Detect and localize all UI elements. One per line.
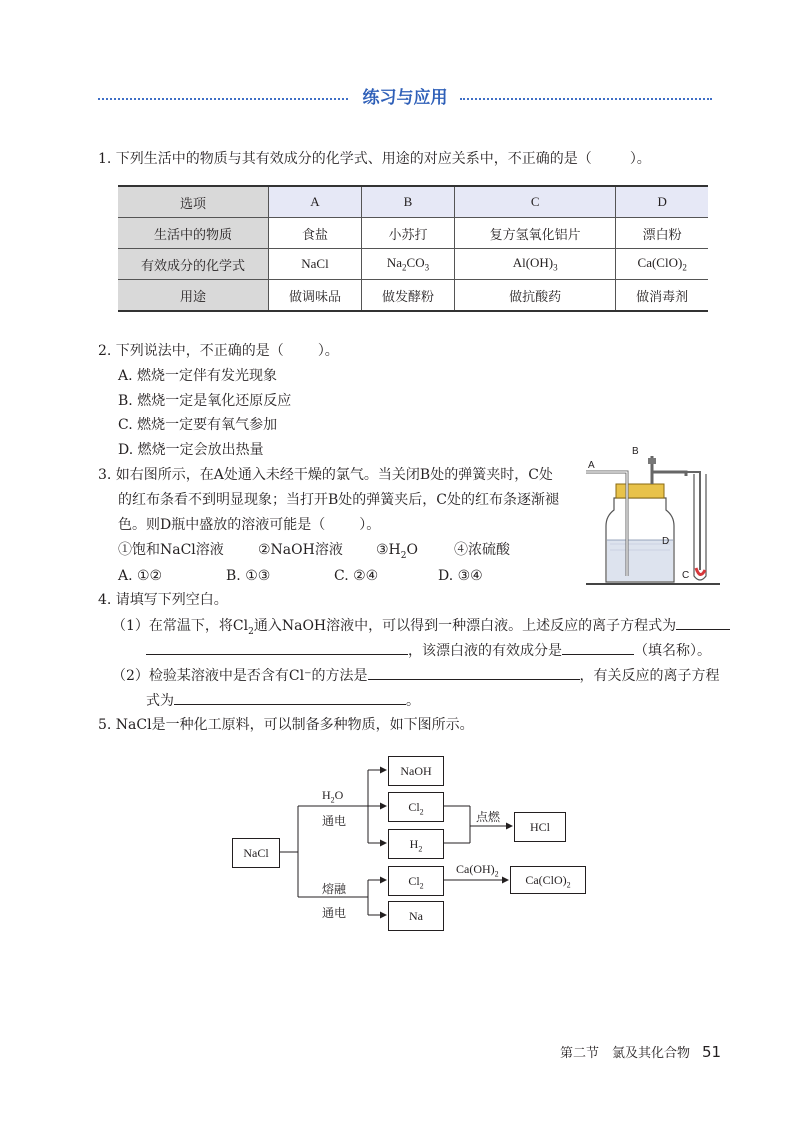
use-cell: 做调味品	[269, 280, 362, 312]
option-cell: B	[361, 186, 454, 218]
use-cell: 做发酵粉	[361, 280, 454, 312]
label-caoh2: $Ca(OH)_2$	[456, 862, 499, 879]
use-cell: 做消毒剂	[616, 280, 708, 312]
row-header: 用途	[118, 280, 269, 312]
q2-choice-c: C. 燃烧一定要有氧气参加	[118, 417, 278, 433]
q3-line-1: 3. 如右图所示，在A处通入未经干燥的氯气。当关闭B处的弹簧夹时，C处	[98, 467, 553, 483]
node-na: Na	[388, 901, 444, 931]
formula-cell: $Ca(ClO)_2$	[616, 249, 708, 280]
option-cell: A	[269, 186, 362, 218]
q3-choice-d: D. ③④	[438, 568, 483, 584]
formula-cell: $Al(OH)_3$	[454, 249, 615, 280]
node-h2: $H_2$	[388, 829, 444, 859]
heading-title: 练习与应用	[353, 88, 458, 108]
node-hcl: HCl	[514, 812, 566, 842]
row-header: 有效成分的化学式	[118, 249, 269, 280]
substance-cell: 小苏打	[361, 218, 454, 249]
q5-stem: 5. NaCl是一种化工原料，可以制备多种物质，如下图所示。	[98, 717, 474, 733]
q4-part1-line2: ，该漂白液的有效成分是 （填名称）。	[146, 640, 711, 661]
node-cl2-lower: $Cl_2$	[388, 866, 444, 896]
q3-item-3: $③H_2O$	[376, 542, 418, 561]
q3-line-2: 的红布条看不到明显现象；当打开B处的弹簧夹后，C处的红布条逐渐褪	[118, 492, 559, 508]
option-cell: D	[616, 186, 708, 218]
q1-stem: 1. 下列生活中的物质与其有效成分的化学式、用途的对应关系中，不正确的是（ ）。	[98, 151, 651, 167]
row-header: 生活中的物质	[118, 218, 269, 249]
q3-line-3: 色。则D瓶中盛放的溶液可能是（ ）。	[118, 517, 381, 533]
formula-cell: NaCl	[269, 249, 362, 280]
q3-choice-c: C. ②④	[334, 568, 379, 584]
q2-choice-b: B. 燃烧一定是氧化还原反应	[118, 393, 292, 409]
label-h2o: $H_2O$	[322, 788, 344, 805]
substance-cell: 食盐	[269, 218, 362, 249]
q3-choice-b: B. ①③	[226, 568, 271, 584]
label-ignite: 点燃	[476, 810, 501, 824]
node-naoh: NaOH	[388, 756, 444, 786]
q4-part2-line1: （2）检验某溶液中是否含有Cl⁻的方法是 ，有关反应的离子方程	[112, 665, 720, 686]
q4-part2-line2: 式为 。	[146, 690, 420, 711]
q2-stem: 2. 下列说法中，不正确的是（ ）。	[98, 343, 339, 359]
q3-choice-a: A. ①②	[118, 568, 163, 584]
use-cell: 做抗酸药	[454, 280, 615, 312]
substance-cell: 漂白粉	[616, 218, 708, 249]
q2-choice-d: D. 燃烧一定会放出热量	[118, 442, 264, 458]
substance-cell: 复方氢氧化铝片	[454, 218, 615, 249]
apparatus-label-b: B	[632, 446, 639, 457]
label-electrolysis-2: 通电	[322, 906, 347, 920]
option-cell: C	[454, 186, 615, 218]
q3-item-1: ①饱和NaCl溶液	[118, 542, 224, 558]
q4-stem: 4. 请填写下列空白。	[98, 592, 228, 608]
q2-choice-a: A. 燃烧一定伴有发光现象	[118, 368, 278, 384]
footer-section: 第二节 氯及其化合物	[560, 1046, 691, 1061]
node-cl2-upper: $Cl_2$	[388, 792, 444, 822]
apparatus-label-a: A	[588, 460, 595, 471]
page-footer	[560, 1042, 721, 1061]
formula-cell: $Na_2CO_3$	[361, 249, 454, 280]
node-caclo2: $Ca(ClO)_2$	[510, 866, 586, 894]
apparatus-label-c: C	[682, 570, 690, 581]
node-nacl: NaCl	[232, 838, 280, 868]
q3-item-4: ④浓硫酸	[454, 542, 510, 558]
apparatus-label-d: D	[662, 536, 670, 547]
label-electrolysis-1: 通电	[322, 814, 347, 828]
q4-part1-line1: （1）在常温下，将$Cl_2$通入NaOH溶液中，可以得到一种漂白液。上述反应的离子方程式为	[112, 615, 730, 642]
row-header: 选项	[118, 186, 269, 218]
label-molten: 熔融	[322, 882, 347, 896]
page-number: 51	[702, 1043, 722, 1061]
q3-item-2: ②NaOH溶液	[258, 542, 343, 558]
